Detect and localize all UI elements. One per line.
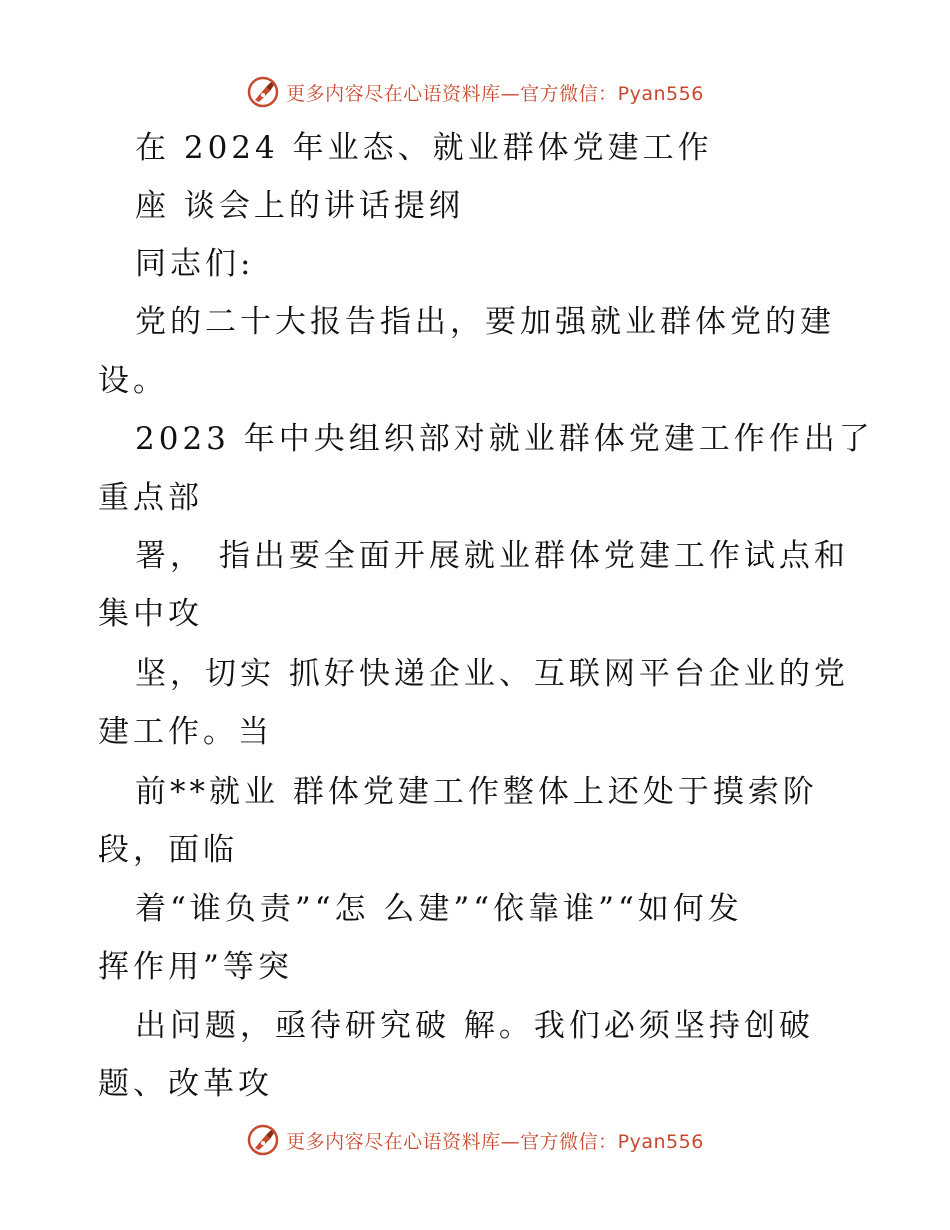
header-watermark (0, 72, 950, 112)
watermark-text: 更多内容尽在心语资料库—官方微信：Pyan556 (286, 1130, 704, 1153)
watermark-text: 更多内容尽在心语资料库—官方微信：Pyan556 (286, 82, 704, 105)
paragraph-line: 着“谁负责”“怎 么建”“依靠谁”“如何发 (135, 891, 743, 927)
paragraph-line: 设。 (98, 363, 168, 399)
paragraph-line: 重点部 (98, 480, 203, 516)
paragraph-line: 署， 指出要全面开展就业群体党建工作试点和 (135, 538, 849, 574)
paragraph-line: 前**就业 群体党建工作整体上还处于摸索阶 (135, 774, 818, 810)
title-line-1: 在 2024 年业态、就业群体党建工作 (135, 130, 713, 166)
salutation: 同志们: (135, 246, 255, 282)
paragraph-line: 建工作。当 (98, 714, 273, 750)
footer-watermark (0, 1120, 950, 1160)
paragraph-line: 挥作用”等突 (98, 949, 293, 985)
paragraph-line: 集中攻 (98, 596, 203, 632)
paragraph-line: 出问题，亟待研究破 解。我们必须坚持创破 (135, 1008, 814, 1044)
title-line-2: 座 谈会上的讲话提纲 (135, 188, 464, 224)
pen-nib-logo-icon (246, 75, 280, 109)
paragraph-line: 题、改革攻 (98, 1066, 273, 1102)
pen-nib-logo-icon (246, 1123, 280, 1157)
paragraph-line: 2023 年中央组织部对就业群体党建工作作出了 (135, 421, 874, 457)
paragraph-line: 段，面临 (98, 832, 238, 868)
paragraph-line: 党的二十大报告指出，要加强就业群体党的建 (135, 304, 835, 340)
paragraph-line: 坚，切实 抓好快递企业、互联网平台企业的党 (135, 656, 849, 692)
